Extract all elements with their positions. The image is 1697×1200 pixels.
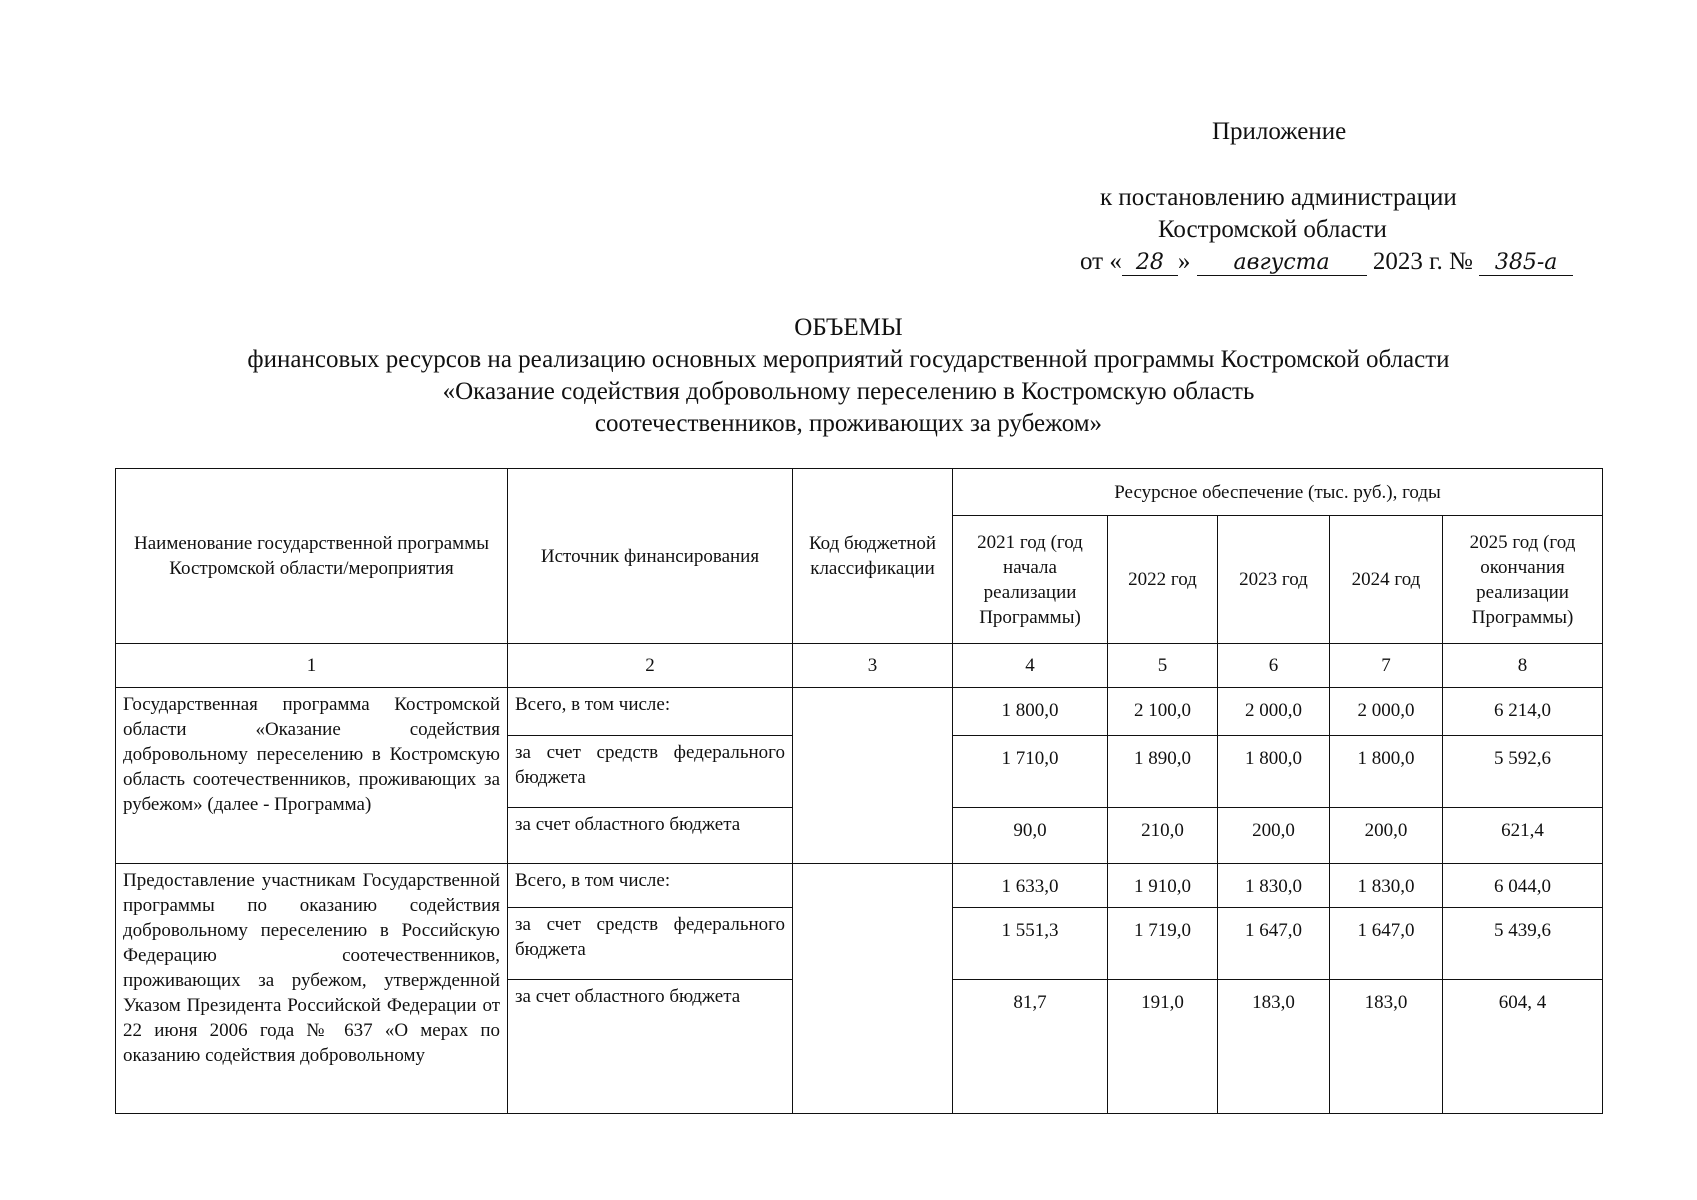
table-row xyxy=(116,864,1603,908)
source-cell: Всего, в том числе: xyxy=(508,864,793,908)
financing-table xyxy=(115,468,1603,1114)
source-cell: за счет средств федерального бюджета xyxy=(508,908,793,980)
value-cell: 1 647,0 xyxy=(1218,908,1330,980)
source-cell: за счет средств федерального бюджета xyxy=(508,736,793,808)
value-cell: 191,0 xyxy=(1108,980,1218,1114)
quote-close: » xyxy=(1177,248,1191,275)
value-cell: 183,0 xyxy=(1330,980,1443,1114)
resolution-date-line xyxy=(1080,248,1573,276)
value-cell: 604, 4 xyxy=(1443,980,1603,1114)
source-cell: Всего, в том числе: xyxy=(508,688,793,736)
index-cell: 4 xyxy=(953,644,1108,688)
program-name-cell: Государственная программа Костромской области «Оказание содействия добровольному переселению в Костромскую область соотечественников, проживающих за рубежом» (далее - Программа) xyxy=(116,688,508,864)
value-cell: 1 551,3 xyxy=(953,908,1108,980)
index-cell: 5 xyxy=(1108,644,1218,688)
value-cell: 210,0 xyxy=(1108,808,1218,864)
value-cell: 2 100,0 xyxy=(1108,688,1218,736)
appendix-label: Приложение xyxy=(1212,118,1347,145)
title-line-1: ОБЪЕМЫ xyxy=(794,314,903,341)
source-cell: за счет областного бюджета xyxy=(508,980,793,1114)
code-cell xyxy=(793,688,953,864)
col-header-source: Источник финансирования xyxy=(508,469,793,644)
title-line-3: «Оказание содействия добровольному переселению в Костромскую область xyxy=(442,378,1255,405)
header-row-1 xyxy=(116,469,1603,516)
value-cell: 2 000,0 xyxy=(1330,688,1443,736)
handwritten-day: 28 xyxy=(1122,251,1178,276)
table-row xyxy=(116,688,1603,736)
value-cell: 6 214,0 xyxy=(1443,688,1603,736)
date-prefix: от « xyxy=(1080,248,1122,275)
value-cell: 6 044,0 xyxy=(1443,864,1603,908)
col-header-2023: 2023 год xyxy=(1218,516,1330,644)
index-cell: 3 xyxy=(793,644,953,688)
region-name: Костромской области xyxy=(1158,216,1387,243)
value-cell: 183,0 xyxy=(1218,980,1330,1114)
value-cell: 5 439,6 xyxy=(1443,908,1603,980)
handwritten-month: августа xyxy=(1197,251,1367,276)
index-cell: 2 xyxy=(508,644,793,688)
resolution-ref: к постановлению администрации xyxy=(1100,184,1457,211)
index-cell: 6 xyxy=(1218,644,1330,688)
value-cell: 1 830,0 xyxy=(1218,864,1330,908)
value-cell: 1 633,0 xyxy=(953,864,1108,908)
value-cell: 1 710,0 xyxy=(953,736,1108,808)
title-line-2: финансовых ресурсов на реализацию основных мероприятий государственной программы Костромской области xyxy=(247,346,1450,373)
source-cell: за счет областного бюджета xyxy=(508,808,793,864)
value-cell: 1 910,0 xyxy=(1108,864,1218,908)
value-cell: 1 800,0 xyxy=(1218,736,1330,808)
document-title xyxy=(0,312,1697,440)
year-number-text: 2023 г. № xyxy=(1372,248,1473,275)
value-cell: 200,0 xyxy=(1330,808,1443,864)
col-header-program: Наименование государственной программы Костромской области/мероприятия xyxy=(116,469,508,644)
col-header-code: Код бюджетной классификации xyxy=(793,469,953,644)
col-header-2022: 2022 год xyxy=(1108,516,1218,644)
measure-name-cell: Предоставление участникам Государственной программы по оказанию содействия добровольному переселению в Российскую Федерацию соотечественников, проживающих за рубежом, утвержденной Указом Президента Российской Федерации от 22 июня 2006 года № 637 «О мерах по оказанию содействия добровольному xyxy=(116,864,508,1114)
value-cell: 1 800,0 xyxy=(1330,736,1443,808)
value-cell: 200,0 xyxy=(1218,808,1330,864)
handwritten-number: 385-а xyxy=(1479,251,1573,276)
value-cell: 90,0 xyxy=(953,808,1108,864)
title-line-4: соотечественников, проживающих за рубежом» xyxy=(594,410,1103,437)
index-cell: 1 xyxy=(116,644,508,688)
code-cell xyxy=(793,864,953,1114)
value-cell: 1 647,0 xyxy=(1330,908,1443,980)
value-cell: 5 592,6 xyxy=(1443,736,1603,808)
index-cell: 8 xyxy=(1443,644,1603,688)
col-header-2024: 2024 год xyxy=(1330,516,1443,644)
col-header-2025: 2025 год (год окончания реализации Программы) xyxy=(1443,516,1603,644)
index-cell: 7 xyxy=(1330,644,1443,688)
value-cell: 1 890,0 xyxy=(1108,736,1218,808)
index-row xyxy=(116,644,1603,688)
col-header-resources: Ресурсное обеспечение (тыс. руб.), годы xyxy=(953,469,1603,516)
value-cell: 1 719,0 xyxy=(1108,908,1218,980)
col-header-2021: 2021 год (год начала реализации Программы) xyxy=(953,516,1108,644)
value-cell: 2 000,0 xyxy=(1218,688,1330,736)
value-cell: 1 830,0 xyxy=(1330,864,1443,908)
value-cell: 1 800,0 xyxy=(953,688,1108,736)
value-cell: 621,4 xyxy=(1443,808,1603,864)
value-cell: 81,7 xyxy=(953,980,1108,1114)
